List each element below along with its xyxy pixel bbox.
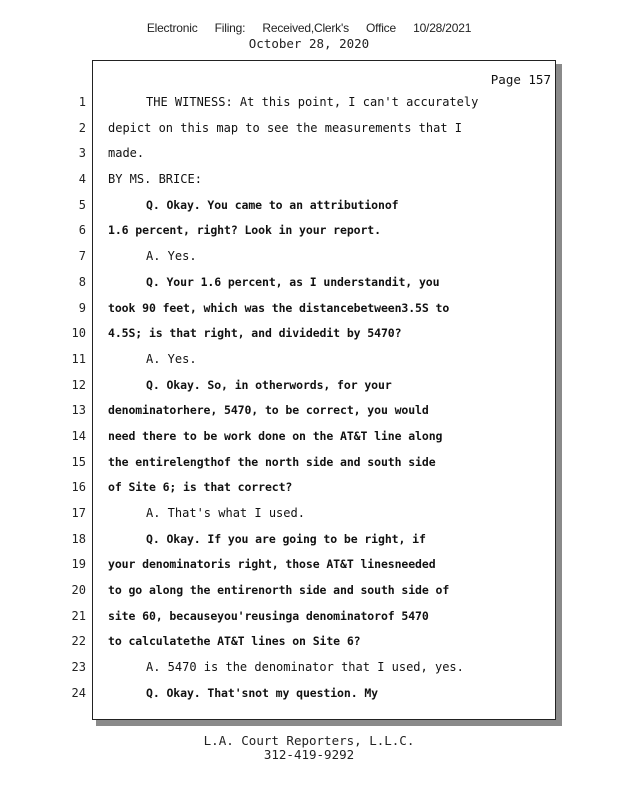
line-number: 12 — [71, 377, 86, 392]
line-number: 21 — [71, 608, 86, 623]
line-number: 17 — [71, 506, 86, 520]
line-number: 24 — [71, 685, 86, 700]
transcript-line — [0, 398, 618, 424]
stamp-word: Office — [366, 21, 396, 35]
transcript-line — [0, 296, 618, 322]
line-text: A. 5470 is the denominator that I used, yes. — [146, 660, 464, 675]
line-text: site 60, becauseyou'reusinga denominatorof 5470 — [108, 608, 429, 623]
stamp-word: 10/28/2021 — [413, 21, 472, 35]
transcript-line — [0, 244, 618, 270]
line-text: of Site 6; is that correct? — [108, 480, 293, 495]
line-text: A. Yes. — [146, 351, 197, 366]
line-number: 7 — [78, 249, 86, 264]
transcript-line — [0, 501, 618, 527]
transcript-line — [0, 527, 618, 553]
transcript-line — [0, 450, 618, 476]
stamp-word: Received,Clerk's — [262, 21, 349, 35]
line-text: depict on this map to see the measurements that I — [108, 120, 463, 135]
transcript-line — [0, 373, 618, 399]
stamp-word: Filing: — [214, 21, 246, 35]
transcript-line — [0, 218, 618, 244]
line-number: 11 — [71, 351, 86, 366]
line-number: 13 — [71, 403, 86, 418]
transcript-line — [0, 475, 618, 501]
line-number: 23 — [71, 660, 86, 675]
line-number: 2 — [78, 120, 86, 135]
line-number: 14 — [71, 428, 86, 443]
line-number: 5 — [78, 197, 86, 212]
transcript-line — [0, 167, 618, 193]
line-number: 3 — [78, 146, 86, 161]
line-text: A. Yes. — [146, 249, 197, 264]
line-text: THE WITNESS: At this point, I can't accurately — [146, 95, 479, 109]
line-number: 8 — [78, 274, 86, 289]
line-number: 18 — [71, 531, 86, 546]
line-text: need there to be work done on the AT&T line along — [108, 428, 443, 443]
transcript-lines — [0, 90, 618, 707]
line-text: 1.6 percent, right? Look in your report. — [108, 223, 381, 238]
stamp-word: Electronic — [146, 21, 198, 35]
reporter-phone: 312-419-9292 — [263, 747, 355, 762]
line-number: 4 — [78, 172, 86, 187]
transcript-line — [0, 90, 618, 116]
transcript-line — [0, 347, 618, 373]
line-text: to go along the entirenorth side and south side of — [108, 583, 450, 598]
transcript-date: October 28, 2020 — [248, 36, 370, 51]
line-text: denominatorhere, 5470, to be correct, you would — [108, 403, 429, 418]
line-text: to calculatethe AT&T lines on Site 6? — [108, 634, 361, 649]
line-text: 4.5S; is that right, and dividedit by 5470? — [108, 326, 402, 341]
transcript-line — [0, 116, 618, 142]
line-text: your denominatoris right, those AT&T linesneeded — [108, 557, 436, 572]
line-number: 6 — [78, 223, 86, 238]
line-number: 10 — [71, 326, 86, 341]
line-number: 22 — [71, 634, 86, 649]
line-number: 15 — [71, 454, 86, 469]
line-text: Q. Your 1.6 percent, as I understandit, you — [146, 274, 440, 289]
transcript-line — [0, 193, 618, 219]
transcript-line — [0, 604, 618, 630]
line-text: Q. Okay. So, in otherwords, for your — [146, 377, 392, 392]
line-number: 1 — [78, 95, 86, 109]
filing-stamp — [0, 21, 618, 35]
footer — [0, 734, 618, 762]
line-text: BY MS. BRICE: — [108, 172, 202, 187]
transcript-line — [0, 629, 618, 655]
line-number: 20 — [71, 583, 86, 598]
transcript-line — [0, 321, 618, 347]
page-number: Page 157 — [490, 72, 551, 87]
line-text: the entirelengthof the north side and south side — [108, 454, 436, 469]
line-number: 16 — [71, 480, 86, 495]
line-number: 19 — [71, 557, 86, 572]
transcript-line — [0, 270, 618, 296]
line-text: Q. Okay. If you are going to be right, if — [146, 531, 426, 546]
transcript-line — [0, 655, 618, 681]
transcript-line — [0, 424, 618, 450]
line-text: Q. Okay. You came to an attributionof — [146, 197, 399, 212]
transcript-line — [0, 681, 618, 707]
transcript-line — [0, 141, 618, 167]
line-text: made. — [108, 146, 145, 161]
line-text: took 90 feet, which was the distancebetween3.5S to — [108, 300, 450, 315]
line-text: A. That's what I used. — [146, 506, 305, 520]
line-number: 9 — [78, 300, 86, 315]
reporter-company: L.A. Court Reporters, L.L.C. — [203, 733, 415, 748]
transcript-line — [0, 578, 618, 604]
line-text: Q. Okay. That'snot my question. My — [146, 685, 379, 700]
transcript-line — [0, 552, 618, 578]
